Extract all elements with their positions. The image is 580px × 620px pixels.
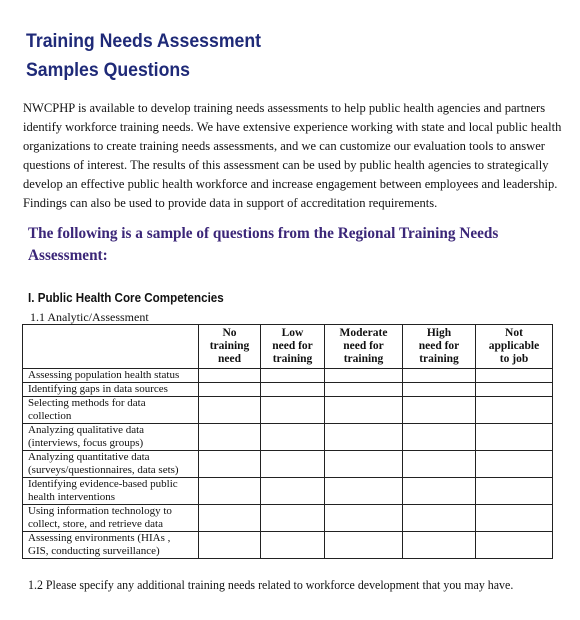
rating-cell-not-applicable[interactable] <box>476 369 553 383</box>
rating-cell-moderate[interactable] <box>325 505 403 532</box>
header-high-need <box>403 325 476 369</box>
competency-cell <box>23 478 199 505</box>
rating-cell-moderate[interactable] <box>325 397 403 424</box>
rating-cell-high[interactable] <box>403 451 476 478</box>
competency-line: collection <box>28 410 72 422</box>
header-competency <box>23 325 199 369</box>
rating-cell-moderate[interactable] <box>325 532 403 559</box>
competency-line: (interviews, focus groups) <box>28 437 144 449</box>
table-row <box>23 424 553 451</box>
rating-cell-not-applicable[interactable] <box>476 397 553 424</box>
table-row <box>23 397 553 424</box>
rating-cell-low[interactable] <box>261 383 325 397</box>
rating-cell-no-need[interactable] <box>199 383 261 397</box>
rating-cell-low[interactable] <box>261 505 325 532</box>
competency-line: GIS, conducting surveillance) <box>28 545 160 557</box>
rating-cell-no-need[interactable] <box>199 397 261 424</box>
competency-line: Analyzing quantitative data <box>28 451 150 463</box>
rating-cell-low[interactable] <box>261 369 325 383</box>
rating-cell-not-applicable[interactable] <box>476 532 553 559</box>
header-line: Low <box>281 327 304 339</box>
competency-line: Assessing population health status <box>28 369 180 381</box>
rating-cell-low[interactable] <box>261 424 325 451</box>
header-line: Moderate <box>339 327 388 339</box>
competency-line: health interventions <box>28 491 116 503</box>
table-row <box>23 383 553 397</box>
rating-cell-high[interactable] <box>403 505 476 532</box>
section-heading: I. Public Health Core Competencies <box>28 291 224 305</box>
competency-line: Using information technology to <box>28 505 172 517</box>
table-row <box>23 451 553 478</box>
rating-cell-not-applicable[interactable] <box>476 383 553 397</box>
table-row <box>23 532 553 559</box>
rating-cell-high[interactable] <box>403 424 476 451</box>
rating-cell-high[interactable] <box>403 532 476 559</box>
table-row <box>23 369 553 383</box>
rating-cell-no-need[interactable] <box>199 532 261 559</box>
header-line: applicable <box>488 340 540 352</box>
rating-cell-moderate[interactable] <box>325 369 403 383</box>
competency-line: Identifying evidence-based public <box>28 478 178 490</box>
header-line: need for <box>418 340 460 352</box>
rating-cell-not-applicable[interactable] <box>476 451 553 478</box>
header-line: need <box>218 353 241 365</box>
rating-cell-no-need[interactable] <box>199 505 261 532</box>
rating-cell-no-need[interactable] <box>199 424 261 451</box>
competency-cell <box>23 505 199 532</box>
competency-cell <box>23 424 199 451</box>
lead-heading: The following is a sample of questions from the Regional Training Needs Assessment: <box>28 225 499 264</box>
header-line: need for <box>343 340 384 352</box>
title-line-2: Samples Questions <box>26 60 190 81</box>
header-line: training <box>209 340 250 352</box>
header-line: training <box>343 353 384 365</box>
header-line: training <box>419 353 459 365</box>
competency-line: Selecting methods for data <box>28 397 146 409</box>
header-line: training <box>272 353 313 365</box>
competency-line: Identifying gaps in data sources <box>28 383 168 395</box>
competency-table <box>22 324 553 559</box>
competency-line: Analyzing qualitative data <box>28 424 145 436</box>
competency-cell <box>23 397 199 424</box>
rating-cell-no-need[interactable] <box>199 451 261 478</box>
table-header-row <box>23 325 553 369</box>
rating-cell-moderate[interactable] <box>325 451 403 478</box>
rating-cell-no-need[interactable] <box>199 478 261 505</box>
competency-cell <box>23 383 199 397</box>
rating-cell-not-applicable[interactable] <box>476 505 553 532</box>
rating-cell-low[interactable] <box>261 397 325 424</box>
additional-needs-question: 1.2 Please specify any additional training needs related to workforce development that you may have. <box>28 578 514 592</box>
rating-cell-high[interactable] <box>403 397 476 424</box>
competency-line: Assessing environments (HIAs , <box>28 532 171 544</box>
header-line: Not <box>505 327 523 339</box>
header-line: to job <box>499 353 529 365</box>
page-title <box>26 27 261 85</box>
header-not-applicable <box>476 325 553 369</box>
table-row <box>23 478 553 505</box>
rating-cell-high[interactable] <box>403 383 476 397</box>
competency-line: collect, store, and retrieve data <box>28 518 163 530</box>
rating-cell-low[interactable] <box>261 451 325 478</box>
header-line: No <box>222 327 237 339</box>
rating-cell-low[interactable] <box>261 532 325 559</box>
rating-cell-not-applicable[interactable] <box>476 424 553 451</box>
intro-paragraph: NWCPHP is available to develop training needs assessments to help public health agencies and partners identify workforce training needs. We have extensive experience working with state and local public health organizations to create training needs assessments, and we can customize our evaluation tools to answer questions of interest. The results of this assessment can be used by public health agencies to strategically develop an effective public health workforce and increase engagement between employees and leadership. Findings can also be used to provide data in support of accreditation requirements. <box>23 100 562 210</box>
title-line-1: Training Needs Assessment <box>26 31 262 52</box>
rating-cell-high[interactable] <box>403 369 476 383</box>
table-row <box>23 505 553 532</box>
header-no-training-need <box>199 325 261 369</box>
competency-cell <box>23 369 199 383</box>
header-moderate-need <box>325 325 403 369</box>
subsection-heading: 1.1 Analytic/Assessment <box>30 310 149 324</box>
header-low-need <box>261 325 325 369</box>
rating-cell-moderate[interactable] <box>325 383 403 397</box>
header-line: High <box>426 327 452 339</box>
competency-line: (surveys/questionnaires, data sets) <box>28 464 179 476</box>
rating-cell-no-need[interactable] <box>199 369 261 383</box>
rating-cell-moderate[interactable] <box>325 478 403 505</box>
competency-cell <box>23 451 199 478</box>
rating-cell-moderate[interactable] <box>325 424 403 451</box>
rating-cell-high[interactable] <box>403 478 476 505</box>
competency-cell <box>23 532 199 559</box>
rating-cell-not-applicable[interactable] <box>476 478 553 505</box>
header-line: need for <box>272 340 313 352</box>
rating-cell-low[interactable] <box>261 478 325 505</box>
